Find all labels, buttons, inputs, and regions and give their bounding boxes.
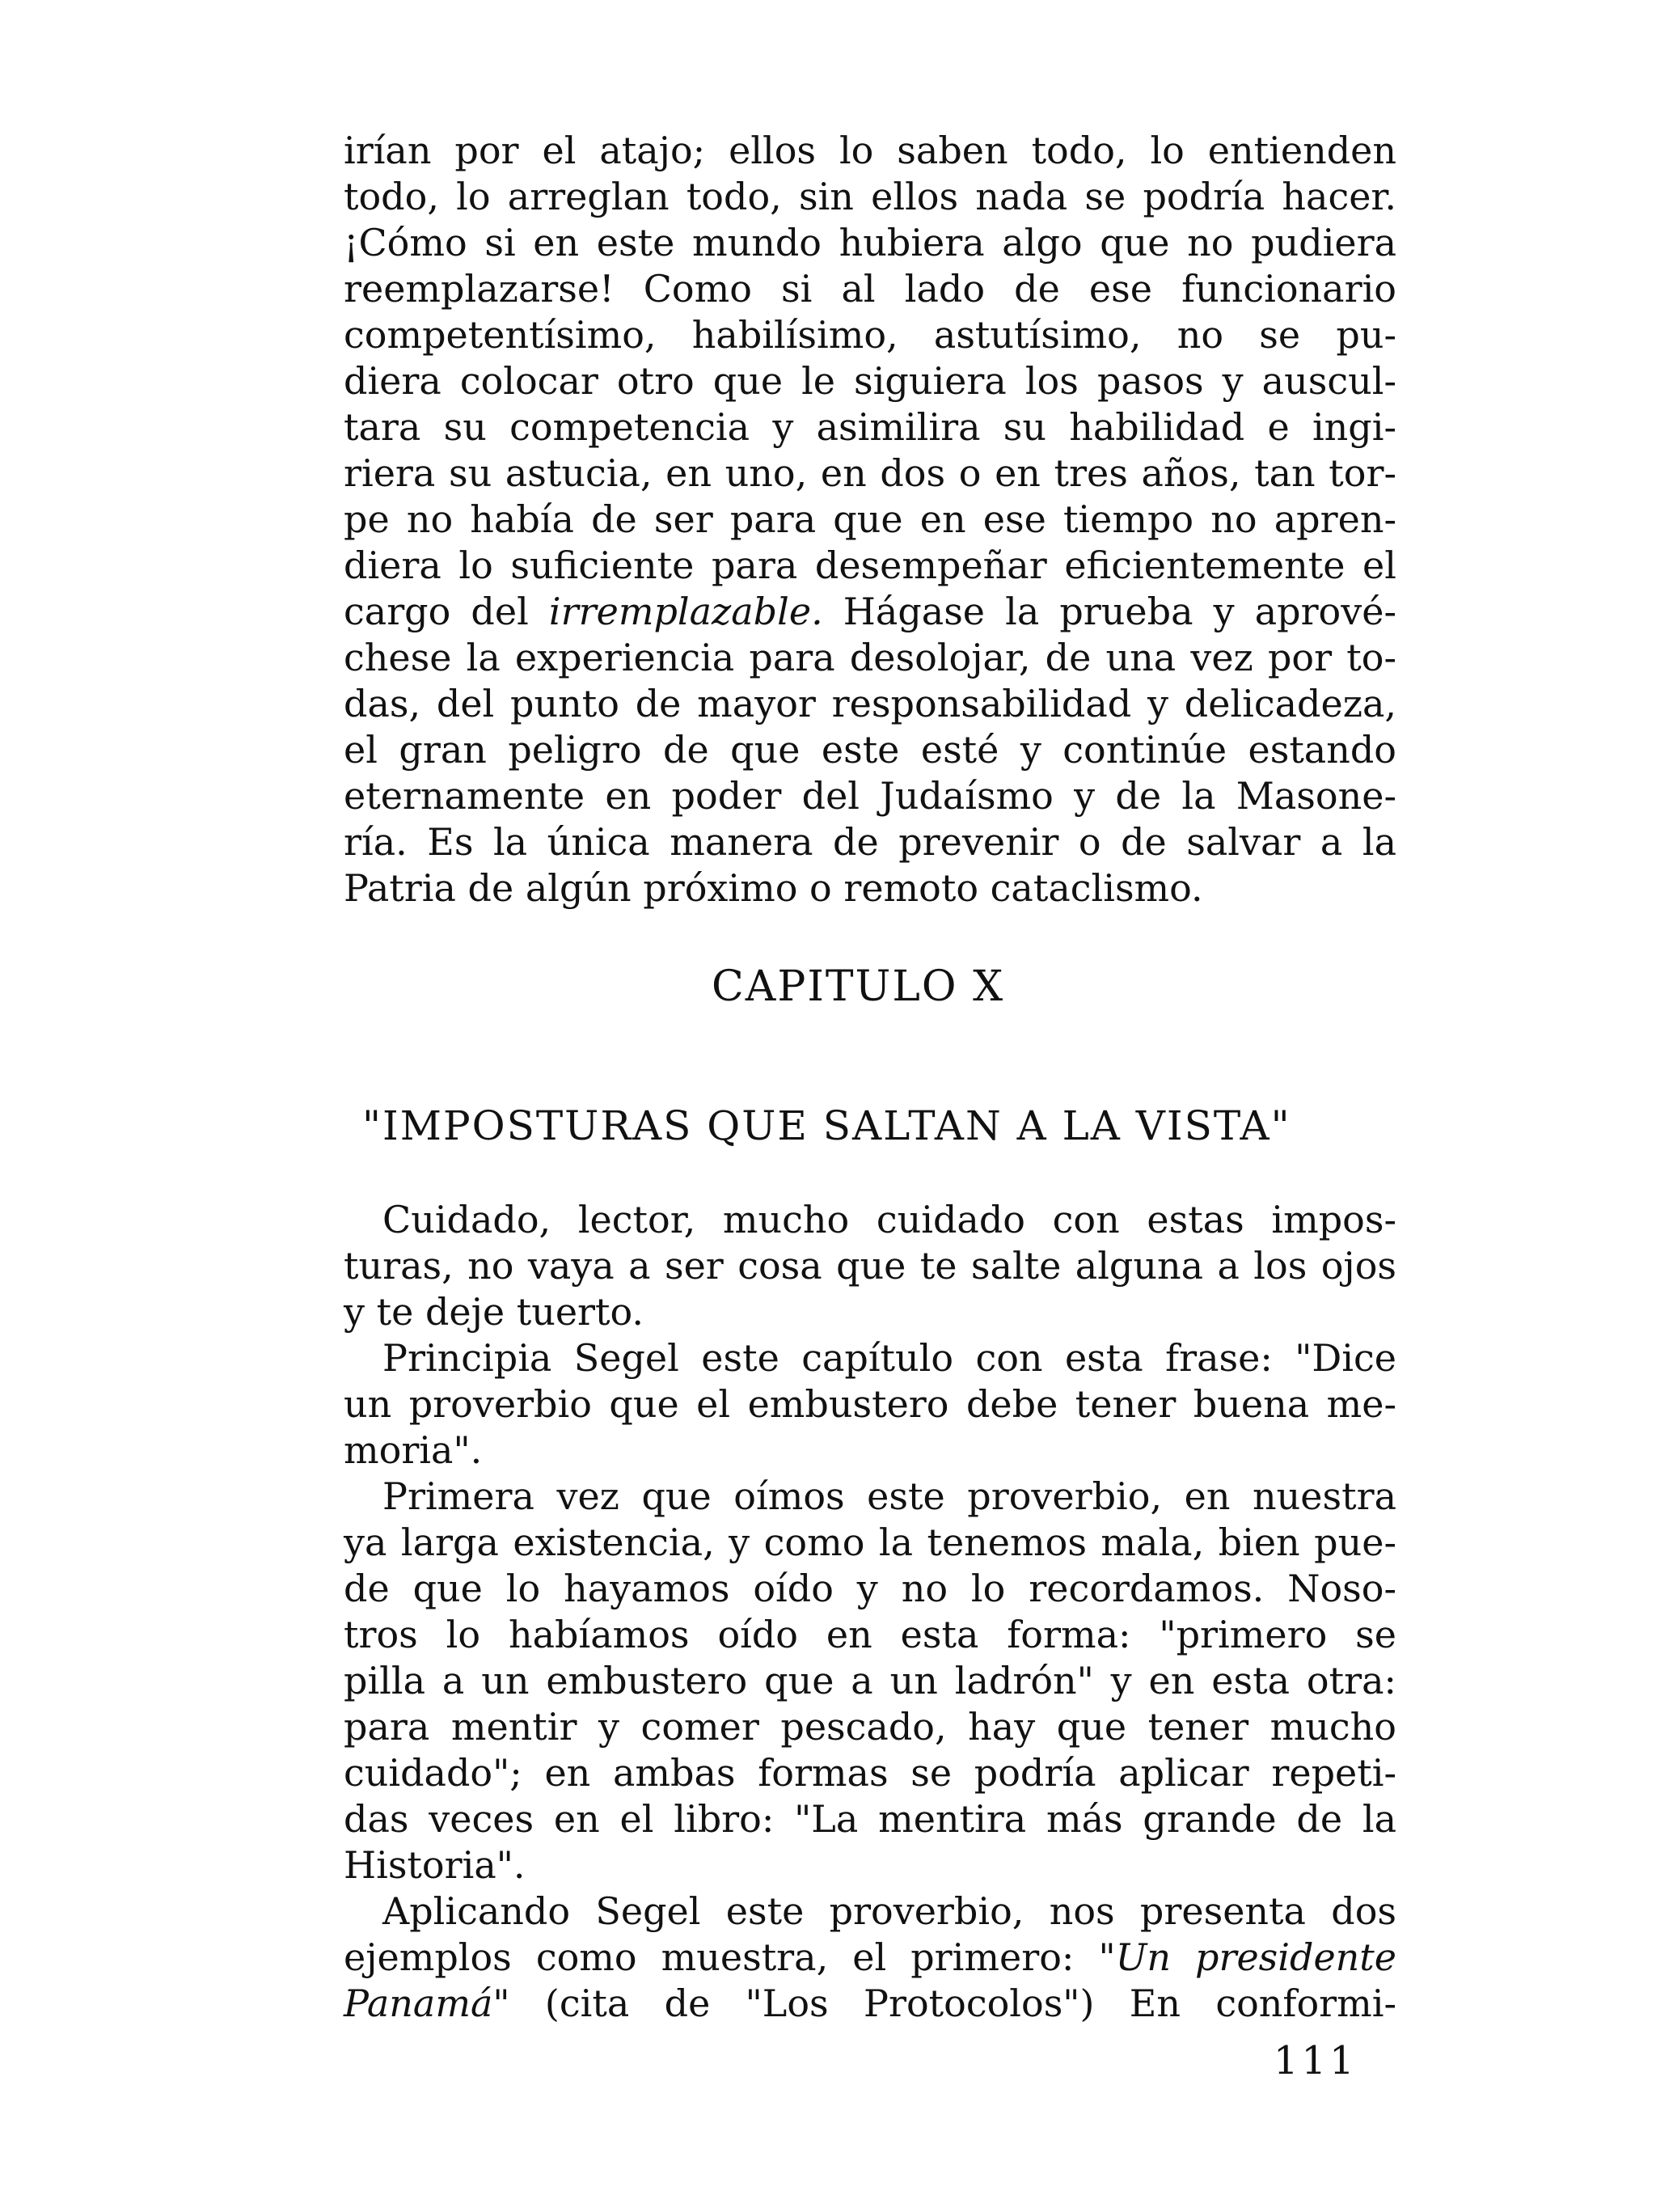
text-segment: (cita de "Los Protocolos") En conformi- (509, 1981, 1396, 2025)
text-line: cuidado"; en ambas formas se podría aplicar repeti- (344, 1751, 1396, 1795)
text-line: diera colocar otro que le siguiera los pasos y auscul- (344, 359, 1396, 403)
italic-phrase: "Un presidente (1098, 1935, 1397, 1979)
italic-word: Panamá" (344, 1981, 510, 2025)
text-line: irían por el atajo; ellos lo saben todo, lo entienden (344, 129, 1396, 172)
text-segment: ejemplos como muestra, el primero: (344, 1935, 1099, 1979)
text-line: un proverbio que el embustero debe tener buena me- (344, 1382, 1396, 1426)
text-line: Cuidado, lector, mucho cuidado con estas impos- (382, 1198, 1396, 1241)
text-line: de que lo hayamos oído y no lo recordamos. Noso- (344, 1567, 1396, 1610)
text-line: moria". (344, 1428, 483, 1472)
chapter-title: "IMPOSTURAS QUE SALTAN A LA VISTA" (362, 1102, 1291, 1149)
text-line: Aplicando Segel este proverbio, nos presenta dos (382, 1889, 1396, 1933)
text-line: pe no había de ser para que en ese tiempo no apren- (344, 497, 1396, 541)
text-line: das veces en el libro: "La mentira más grande de la (344, 1797, 1396, 1841)
text-line: competentísimo, habilísimo, astutísimo, no se pu- (344, 313, 1396, 357)
text-line: Patria de algún próximo o remoto cataclismo. (344, 866, 1203, 910)
text-line: tara su competencia y asimilira su habilidad e ingi- (344, 405, 1396, 449)
text-line: eternamente en poder del Judaísmo y de la Masone- (344, 774, 1396, 818)
chapter-body (344, 1197, 1396, 2027)
text-line: tros lo habíamos oído en esta forma: "primero se (344, 1613, 1396, 1656)
text-line: ya larga existencia, y como la tenemos mala, bien pue- (344, 1520, 1396, 1564)
text-line: el gran peligro de que este esté y continúe estando (344, 728, 1396, 772)
text-line (344, 589, 1396, 635)
chapter-heading: CAPITULO X (712, 962, 1005, 1011)
top-paragraph (344, 128, 1396, 911)
text-line: reemplazarse! Como si al lado de ese funcionario (344, 267, 1396, 311)
text-line: das, del punto de mayor responsabilidad y delicadeza, (344, 682, 1396, 725)
text-line: Primera vez que oímos este proverbio, en nuestra (382, 1474, 1396, 1518)
text-line: riera su astucia, en uno, en dos o en tres años, tan tor- (344, 451, 1396, 495)
text-line: ¡Cómo si en este mundo hubiera algo que no pudiera (344, 221, 1396, 264)
text-line: para mentir y comer pescado, hay que tener mucho (344, 1705, 1396, 1749)
text-line: diera lo suficiente para desempeñar eficientemente el (344, 543, 1396, 587)
text-line: pilla a un embustero que a un ladrón" y en esta otra: (344, 1659, 1396, 1702)
text-line: chese la experiencia para desolojar, de una vez por to- (344, 636, 1396, 679)
text-line: ría. Es la única manera de prevenir o de salvar a la (344, 820, 1396, 864)
italic-word: irremplazable. (548, 590, 823, 633)
text-line: turas, no vaya a ser cosa que te salte alguna a los ojos (344, 1244, 1396, 1288)
text-line (344, 1981, 1396, 2027)
text-segment: cargo del (344, 590, 549, 633)
text-line: Principia Segel este capítulo con esta frase: "Dice (382, 1336, 1396, 1380)
text-line: todo, lo arreglan todo, sin ellos nada se podría hacer. (344, 175, 1396, 218)
text-line: y te deje tuerto. (344, 1290, 644, 1334)
text-segment: Hágase la prueba y aprové- (822, 590, 1397, 633)
text-line (344, 1935, 1396, 1981)
page-number: 111 (1274, 2038, 1358, 2083)
text-line: Historia". (344, 1843, 526, 1887)
